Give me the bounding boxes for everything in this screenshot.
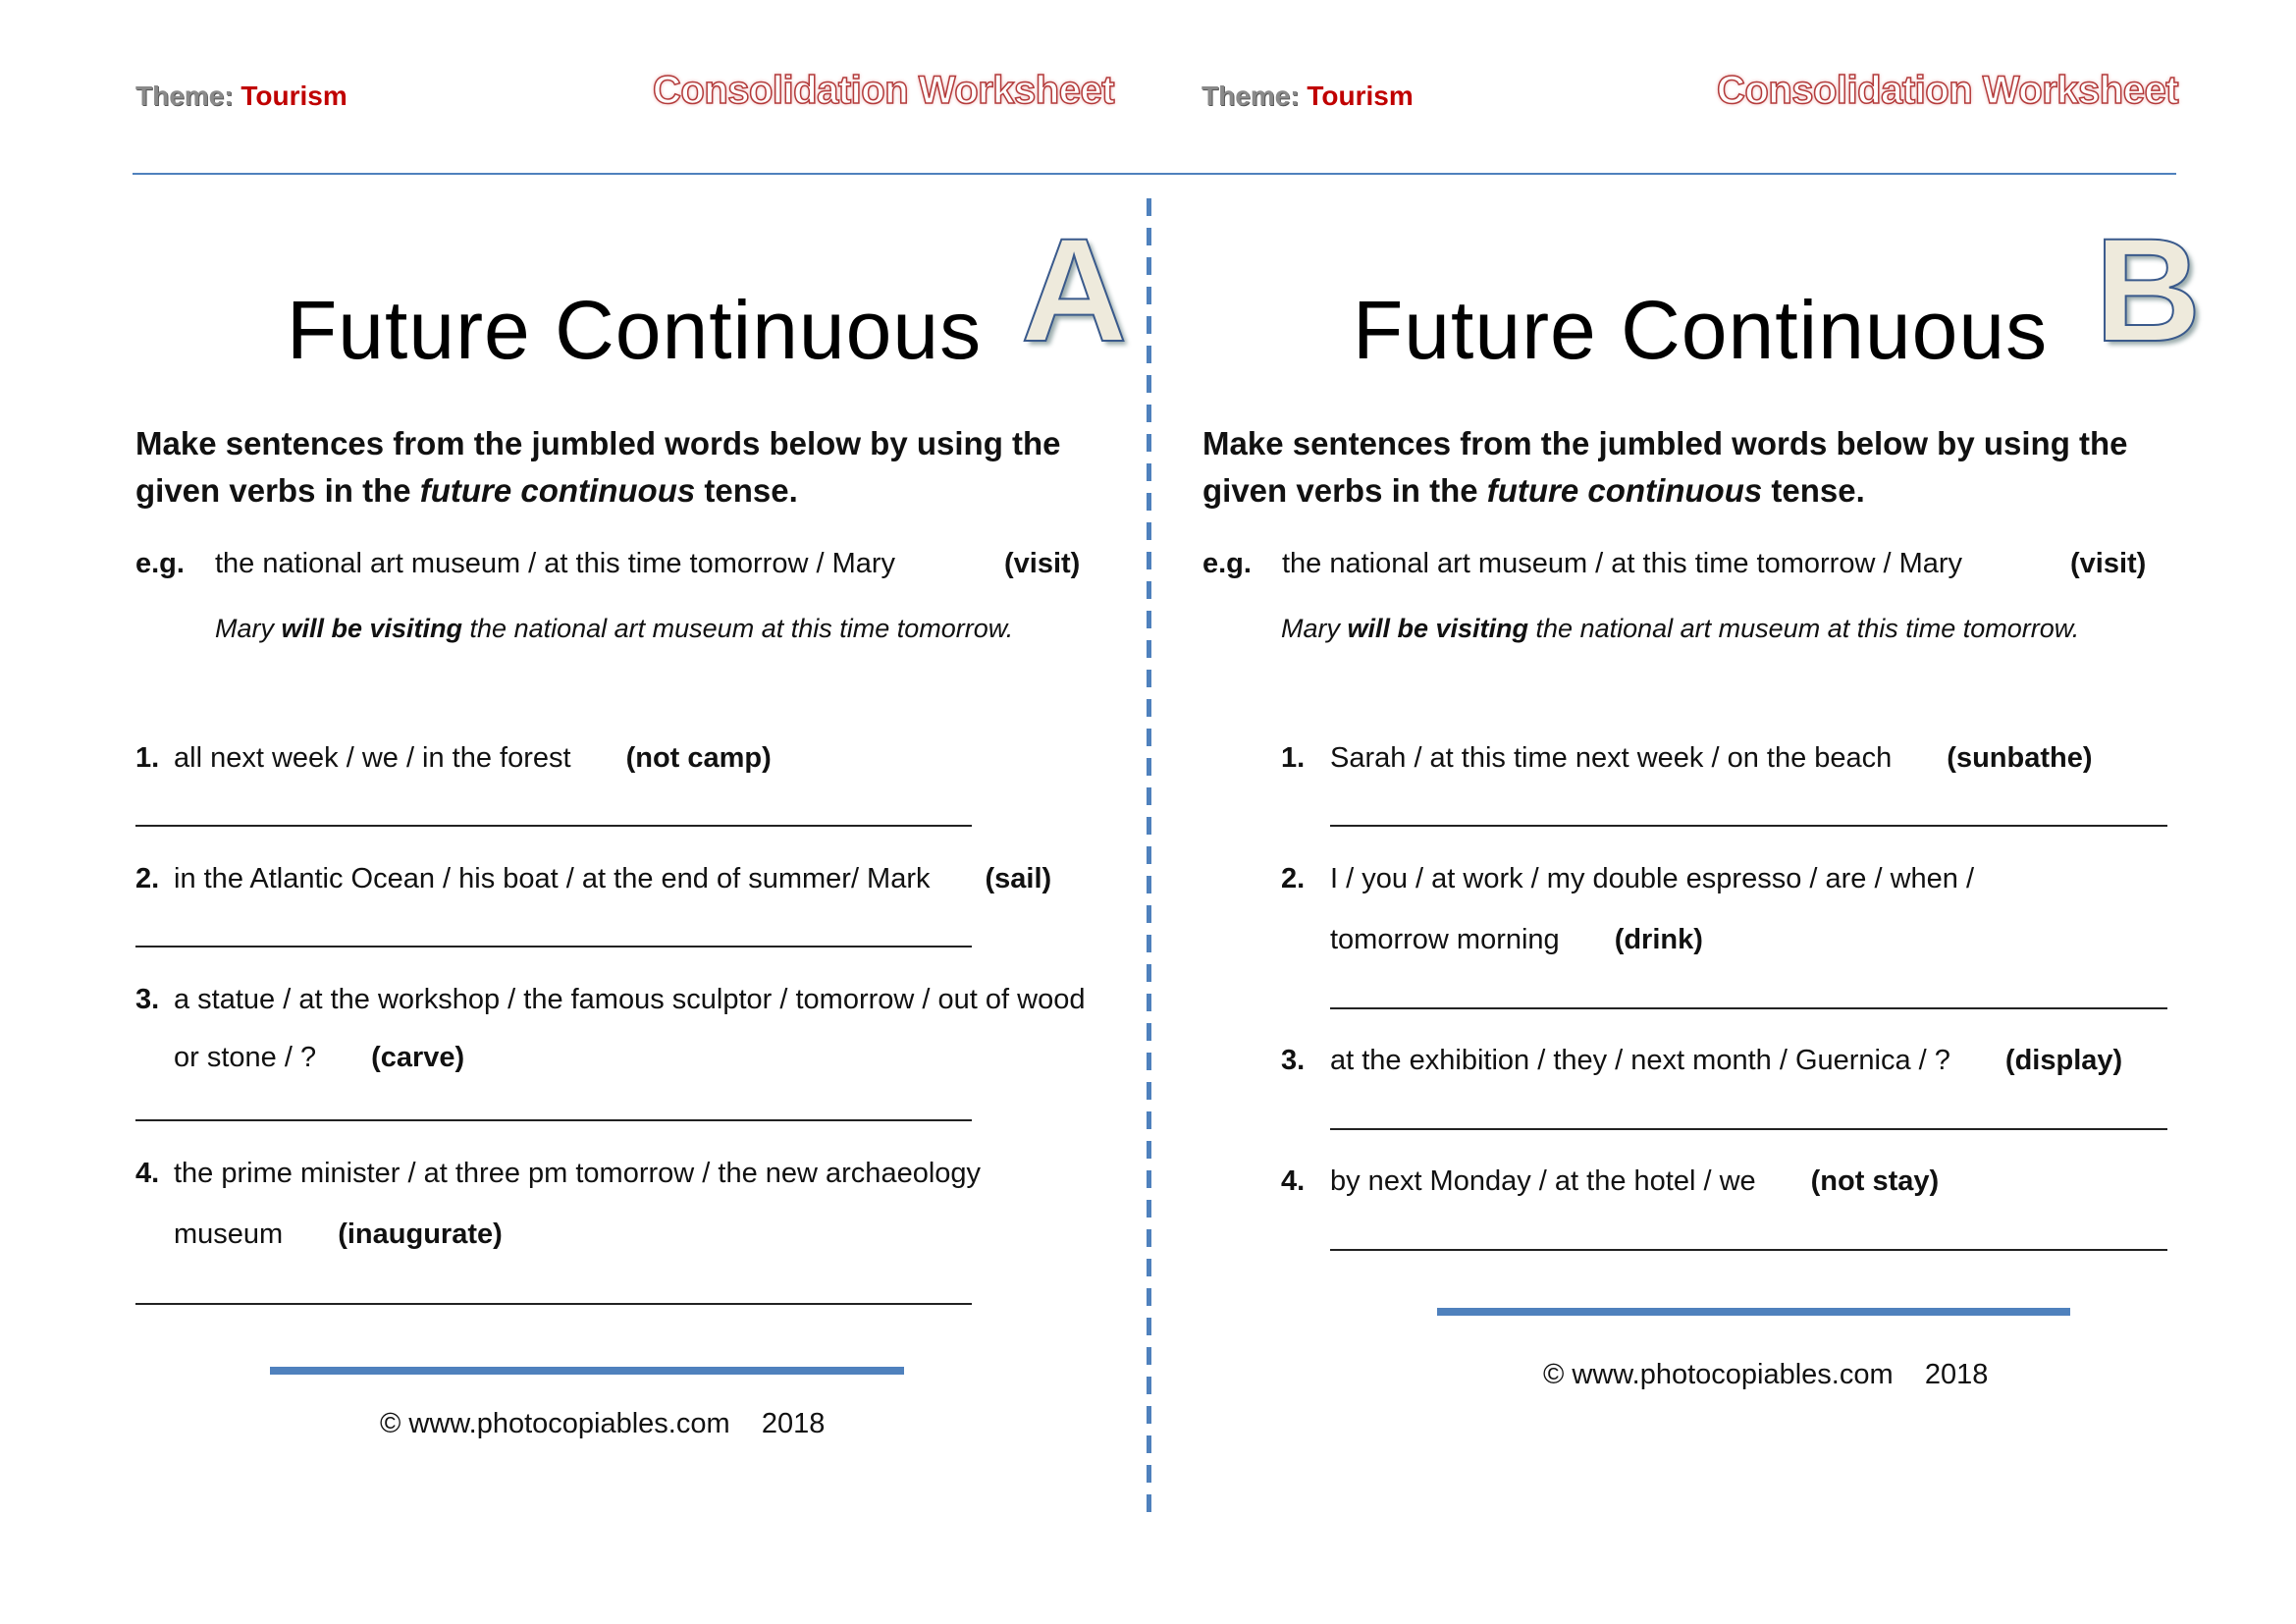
item-text-line <box>1330 1044 2122 1077</box>
item-number: 3. <box>135 984 160 1015</box>
answer-bold: will be visiting <box>281 614 463 643</box>
copyright: © www.photocopiables.com 2018 <box>380 1408 826 1439</box>
worksheet-title: Consolidation Worksheet <box>653 69 1115 112</box>
item-verb: (not stay) <box>1810 1165 1940 1197</box>
item-verb: (sunbathe) <box>1947 742 2093 774</box>
item-verb: (drink) <box>1614 924 1703 955</box>
answer-line-1[interactable] <box>1330 825 2167 827</box>
item-number: 2. <box>135 863 160 894</box>
instruction-post: tense. <box>1762 472 1865 509</box>
item-number: 4. <box>135 1158 160 1189</box>
instruction-line-1: Make sentences from the jumbled words below by using the <box>135 425 1061 461</box>
header-divider <box>133 173 2176 175</box>
item-text-line <box>174 1218 503 1251</box>
instruction-line-2 <box>135 467 1061 514</box>
instruction-italic: future continuous <box>1486 472 1763 509</box>
item-verb: (display) <box>2004 1045 2123 1076</box>
cut-line-divider <box>1147 198 1151 1517</box>
page-title: Future Continuous <box>287 284 983 376</box>
example-verb: (visit) <box>1004 548 1081 579</box>
item-text: a statue / at the workshop / the famous sculptor / tomorrow / out of wood <box>174 984 1086 1015</box>
theme-value: Tourism <box>240 81 347 111</box>
worksheet-title: Consolidation Worksheet <box>1717 69 2179 112</box>
item-number: 1. <box>135 742 160 774</box>
instruction-pre: given verbs in the <box>1202 472 1487 509</box>
theme-prefix: Theme: <box>135 81 234 111</box>
instruction-line-1: Make sentences from the jumbled words below by using the <box>1202 425 2128 461</box>
footer-bar <box>1437 1308 2070 1316</box>
item-verb: (inaugurate) <box>338 1218 503 1250</box>
instructions <box>135 420 1061 514</box>
item-text: Sarah / at this time next week / on the beach <box>1330 742 1893 774</box>
item-verb: (not camp) <box>625 742 772 774</box>
answer-line-3[interactable] <box>1330 1128 2167 1130</box>
answer-line-4[interactable] <box>135 1303 972 1305</box>
answer-line-2[interactable] <box>1330 1007 2167 1009</box>
instruction-line-2 <box>1202 467 2128 514</box>
instruction-post: tense. <box>695 472 798 509</box>
item-text: the prime minister / at three pm tomorrow / the new archaeology <box>174 1158 982 1189</box>
instruction-pre: given verbs in the <box>135 472 420 509</box>
item-number: 3. <box>1281 1045 1306 1076</box>
item-text-line <box>1330 862 1974 895</box>
example-prompt: the national art museum / at this time tomorrow / Mary <box>1282 548 1963 579</box>
item-text-line <box>174 1041 464 1074</box>
answer-post: the national art museum at this time tomorrow. <box>1528 614 2080 643</box>
answer-pre: Mary <box>1281 614 1348 643</box>
item-text: at the exhibition / they / next month / Guernica / ? <box>1330 1045 1950 1076</box>
example-answer <box>1281 612 2079 645</box>
example-label: e.g. <box>1202 548 1252 579</box>
item-number: 2. <box>1281 863 1306 894</box>
answer-line-4[interactable] <box>1330 1249 2167 1251</box>
instructions <box>1202 420 2128 514</box>
theme-label <box>135 81 347 112</box>
version-letter: B <box>2095 207 2202 372</box>
instruction-italic: future continuous <box>419 472 696 509</box>
item-verb: (sail) <box>985 863 1052 894</box>
copyright: © www.photocopiables.com 2018 <box>1543 1359 1989 1390</box>
item-number: 1. <box>1281 742 1306 774</box>
item-number: 4. <box>1281 1165 1306 1197</box>
item-text-line <box>1330 741 2093 775</box>
answer-pre: Mary <box>215 614 282 643</box>
item-text-line <box>174 741 772 775</box>
example-prompt: the national art museum / at this time tomorrow / Mary <box>215 548 896 579</box>
answer-bold: will be visiting <box>1347 614 1529 643</box>
theme-value: Tourism <box>1307 81 1414 111</box>
item-text-line <box>174 1157 981 1190</box>
version-letter: A <box>1021 207 1128 372</box>
item-text-line <box>174 983 1085 1016</box>
answer-line-2[interactable] <box>135 946 972 947</box>
answer-line-3[interactable] <box>135 1119 972 1121</box>
answer-line-1[interactable] <box>135 825 972 827</box>
theme-label <box>1201 81 1414 112</box>
item-verb: (carve) <box>371 1042 465 1073</box>
example-answer <box>215 612 1013 645</box>
example-verb: (visit) <box>2070 548 2147 579</box>
item-text: by next Monday / at the hotel / we <box>1330 1165 1756 1197</box>
item-text: I / you / at work / my double espresso / are / when / <box>1330 863 1975 894</box>
item-text: tomorrow morning <box>1330 924 1560 955</box>
answer-post: the national art museum at this time tomorrow. <box>462 614 1014 643</box>
item-text: museum <box>174 1218 284 1250</box>
item-text-line <box>174 862 1051 895</box>
item-text-line <box>1330 1164 1939 1198</box>
item-text: or stone / ? <box>174 1042 317 1073</box>
item-text: all next week / we / in the forest <box>174 742 571 774</box>
theme-prefix: Theme: <box>1201 81 1300 111</box>
page-title: Future Continuous <box>1353 284 2049 376</box>
item-text: in the Atlantic Ocean / his boat / at the end of summer/ Mark <box>174 863 931 894</box>
footer-bar <box>270 1367 904 1375</box>
item-text-line <box>1330 923 1703 956</box>
example-label: e.g. <box>135 548 185 579</box>
